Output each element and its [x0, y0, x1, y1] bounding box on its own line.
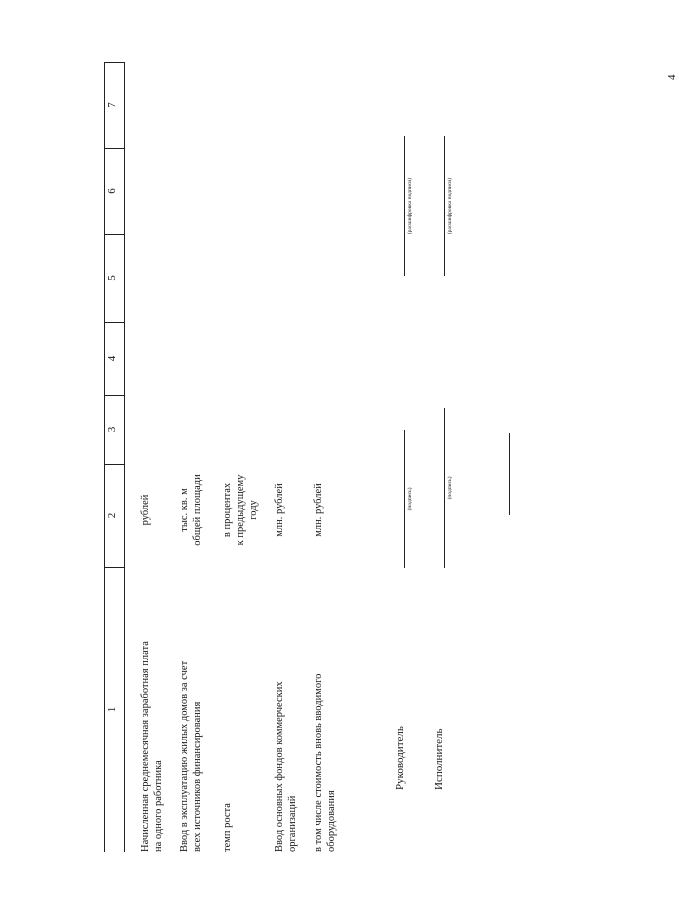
page-number: 4	[666, 74, 678, 80]
head-label: Руководитель	[394, 726, 406, 790]
executor-label: Исполнитель	[433, 728, 445, 790]
row-5-indicator: в том числе стоимость вновь вводимого оборудования	[313, 673, 337, 852]
row-3-unit: в процентах к предыдущему году	[222, 474, 259, 546]
column-number-2: 2	[106, 512, 118, 519]
column-number-7: 7	[106, 102, 118, 108]
table-header-bottom-line	[124, 62, 125, 852]
blank-signature-line	[509, 433, 510, 515]
column-number-3: 3	[106, 426, 118, 433]
executor-decoding-line	[444, 136, 445, 276]
column-number-4: 4	[106, 355, 118, 362]
row-4-indicator: Ввод основных фондов коммерческих организаций	[274, 681, 298, 852]
row-4-unit: млн. рублей	[274, 483, 285, 537]
row-2-indicator: Ввод в эксплуатацию жилых домов за счет всех источников финансирования	[179, 660, 203, 852]
executor-decoding-caption: (расшифровка подписи)	[447, 177, 453, 235]
head-signature-caption: (подпись)	[407, 487, 413, 511]
row-1-unit: рублей	[140, 494, 151, 526]
executor-signature-caption: (подпись)	[447, 476, 453, 500]
column-number-5: 5	[106, 275, 118, 281]
head-signature-line	[404, 430, 405, 568]
row-2-unit: тыс. кв. м общей площади	[179, 474, 203, 546]
column-number-6: 6	[106, 188, 118, 194]
row-1-indicator: Начисленная среднемесячная заработная плата на одного работника	[140, 641, 164, 852]
row-3-indicator: темп роста	[222, 803, 233, 852]
table-outer-left-line	[104, 62, 105, 852]
column-number-1: 1	[106, 706, 118, 713]
executor-signature-line	[444, 408, 445, 568]
row-5-unit: млн. рублей	[313, 483, 324, 537]
head-decoding-caption: (расшифровка подписи)	[407, 177, 413, 235]
head-decoding-line	[404, 136, 405, 276]
